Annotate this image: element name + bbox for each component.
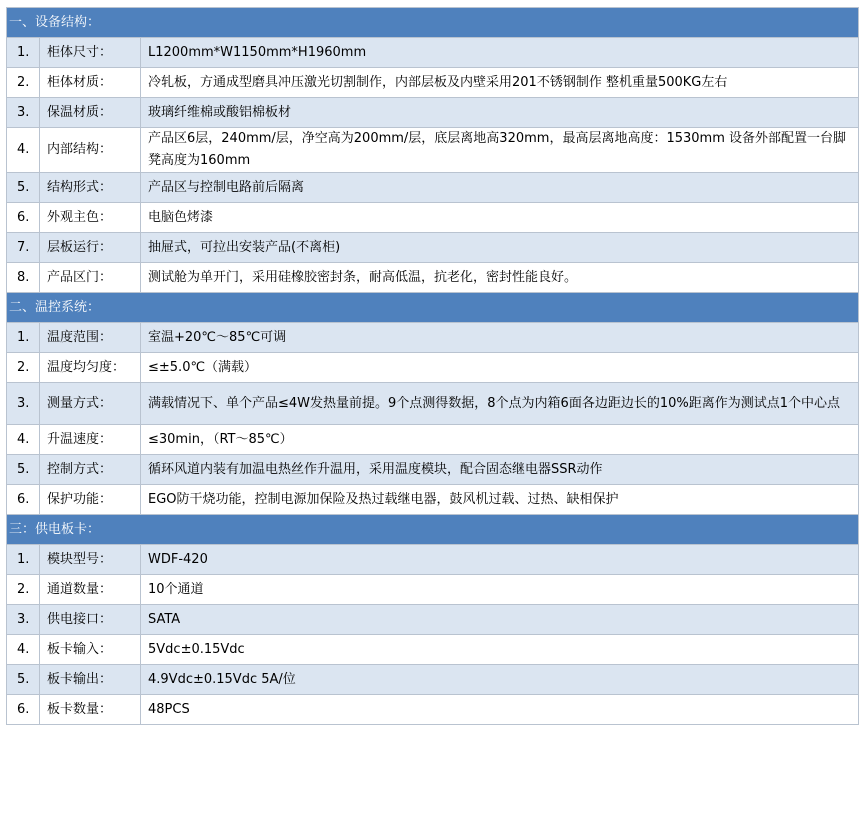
- row-label: 板卡数量：: [40, 695, 141, 725]
- row-label: 供电接口：: [40, 605, 141, 635]
- row-number: 1.: [7, 38, 40, 68]
- row-value: L1200mm*W1150mm*H1960mm: [141, 38, 859, 68]
- row-value: 抽屉式，可拉出安装产品(不离柜): [141, 233, 859, 263]
- row-label: 温度均匀度：: [40, 353, 141, 383]
- row-label: 板卡输入：: [40, 635, 141, 665]
- row-label: 外观主色：: [40, 203, 141, 233]
- row-label: 柜体尺寸：: [40, 38, 141, 68]
- row-value: 冷轧板，方通成型磨具冲压激光切割制作，内部层板及内壁采用201不锈钢制作 整机重量500KG左右: [141, 68, 859, 98]
- row-value: 产品区6层，240mm/层，净空高为200mm/层，底层离地高320mm，最高层离地高度：1530mm 设备外部配置一台脚凳高度为160mm: [141, 128, 859, 173]
- table-row: [7, 575, 859, 605]
- section-title: 二、温控系统：: [7, 293, 859, 323]
- row-number: 1.: [7, 323, 40, 353]
- section-header-power-board: [7, 515, 859, 545]
- row-label: 板卡输出：: [40, 665, 141, 695]
- row-value: SATA: [141, 605, 859, 635]
- table-row: [7, 263, 859, 293]
- row-value: WDF-420: [141, 545, 859, 575]
- row-value: 玻璃纤维棉或酸铝棉板材: [141, 98, 859, 128]
- row-value: 5Vdc±0.15Vdc: [141, 635, 859, 665]
- table-row: [7, 695, 859, 725]
- row-number: 8.: [7, 263, 40, 293]
- table-row: [7, 233, 859, 263]
- row-value: 4.9Vdc±0.15Vdc 5A/位: [141, 665, 859, 695]
- row-label: 内部结构：: [40, 128, 141, 173]
- row-value: 室温+20℃～85℃可调: [141, 323, 859, 353]
- row-number: 4.: [7, 128, 40, 173]
- row-number: 4.: [7, 635, 40, 665]
- table-row: [7, 545, 859, 575]
- spec-table-body: [7, 8, 859, 725]
- table-row: [7, 128, 859, 173]
- table-row: [7, 605, 859, 635]
- row-number: 5.: [7, 665, 40, 695]
- row-number: 2.: [7, 68, 40, 98]
- row-label: 保温材质：: [40, 98, 141, 128]
- table-row: [7, 635, 859, 665]
- row-label: 柜体材质：: [40, 68, 141, 98]
- table-row: [7, 425, 859, 455]
- row-value: 产品区与控制电路前后隔离: [141, 173, 859, 203]
- row-number: 4.: [7, 425, 40, 455]
- table-row: [7, 68, 859, 98]
- row-number: 6.: [7, 695, 40, 725]
- row-number: 5.: [7, 455, 40, 485]
- row-number: 3.: [7, 383, 40, 425]
- row-number: 3.: [7, 605, 40, 635]
- row-value: 48PCS: [141, 695, 859, 725]
- row-label: 层板运行：: [40, 233, 141, 263]
- row-label: 温度范围：: [40, 323, 141, 353]
- table-row: [7, 485, 859, 515]
- row-number: 7.: [7, 233, 40, 263]
- row-number: 2.: [7, 353, 40, 383]
- row-value: 测试舱为单开门，采用硅橡胶密封条，耐高低温，抗老化，密封性能良好。: [141, 263, 859, 293]
- row-label: 测量方式：: [40, 383, 141, 425]
- section-header-structure: [7, 8, 859, 38]
- row-value: ≤±5.0℃（满载）: [141, 353, 859, 383]
- section-title: 三：供电板卡：: [7, 515, 859, 545]
- row-number: 1.: [7, 545, 40, 575]
- row-number: 2.: [7, 575, 40, 605]
- row-number: 6.: [7, 485, 40, 515]
- row-value: 满载情况下、单个产品≤4W发热量前提。9个点测得数据，8个点为内箱6面各边距边长的10%距离作为测试点1个中心点: [141, 383, 859, 425]
- row-label: 通道数量：: [40, 575, 141, 605]
- row-value: 电脑色烤漆: [141, 203, 859, 233]
- table-row: [7, 38, 859, 68]
- spec-table: [6, 7, 859, 725]
- table-row: [7, 323, 859, 353]
- row-number: 3.: [7, 98, 40, 128]
- section-title: 一、设备结构：: [7, 8, 859, 38]
- table-row: [7, 383, 859, 425]
- section-header-temperature-control: [7, 293, 859, 323]
- row-number: 6.: [7, 203, 40, 233]
- row-value: ≤30min，（RT～85℃）: [141, 425, 859, 455]
- table-row: [7, 98, 859, 128]
- row-value: EGO防干烧功能，控制电源加保险及热过载继电器，鼓风机过载、过热、缺相保护: [141, 485, 859, 515]
- row-label: 模块型号：: [40, 545, 141, 575]
- table-row: [7, 665, 859, 695]
- row-label: 控制方式：: [40, 455, 141, 485]
- row-value: 循环风道内装有加温电热丝作升温用，采用温度模块，配合固态继电器SSR动作: [141, 455, 859, 485]
- row-label: 产品区门：: [40, 263, 141, 293]
- table-row: [7, 173, 859, 203]
- row-value: 10个通道: [141, 575, 859, 605]
- row-label: 结构形式：: [40, 173, 141, 203]
- table-row: [7, 455, 859, 485]
- row-number: 5.: [7, 173, 40, 203]
- row-label: 升温速度：: [40, 425, 141, 455]
- row-label: 保护功能：: [40, 485, 141, 515]
- table-row: [7, 203, 859, 233]
- table-row: [7, 353, 859, 383]
